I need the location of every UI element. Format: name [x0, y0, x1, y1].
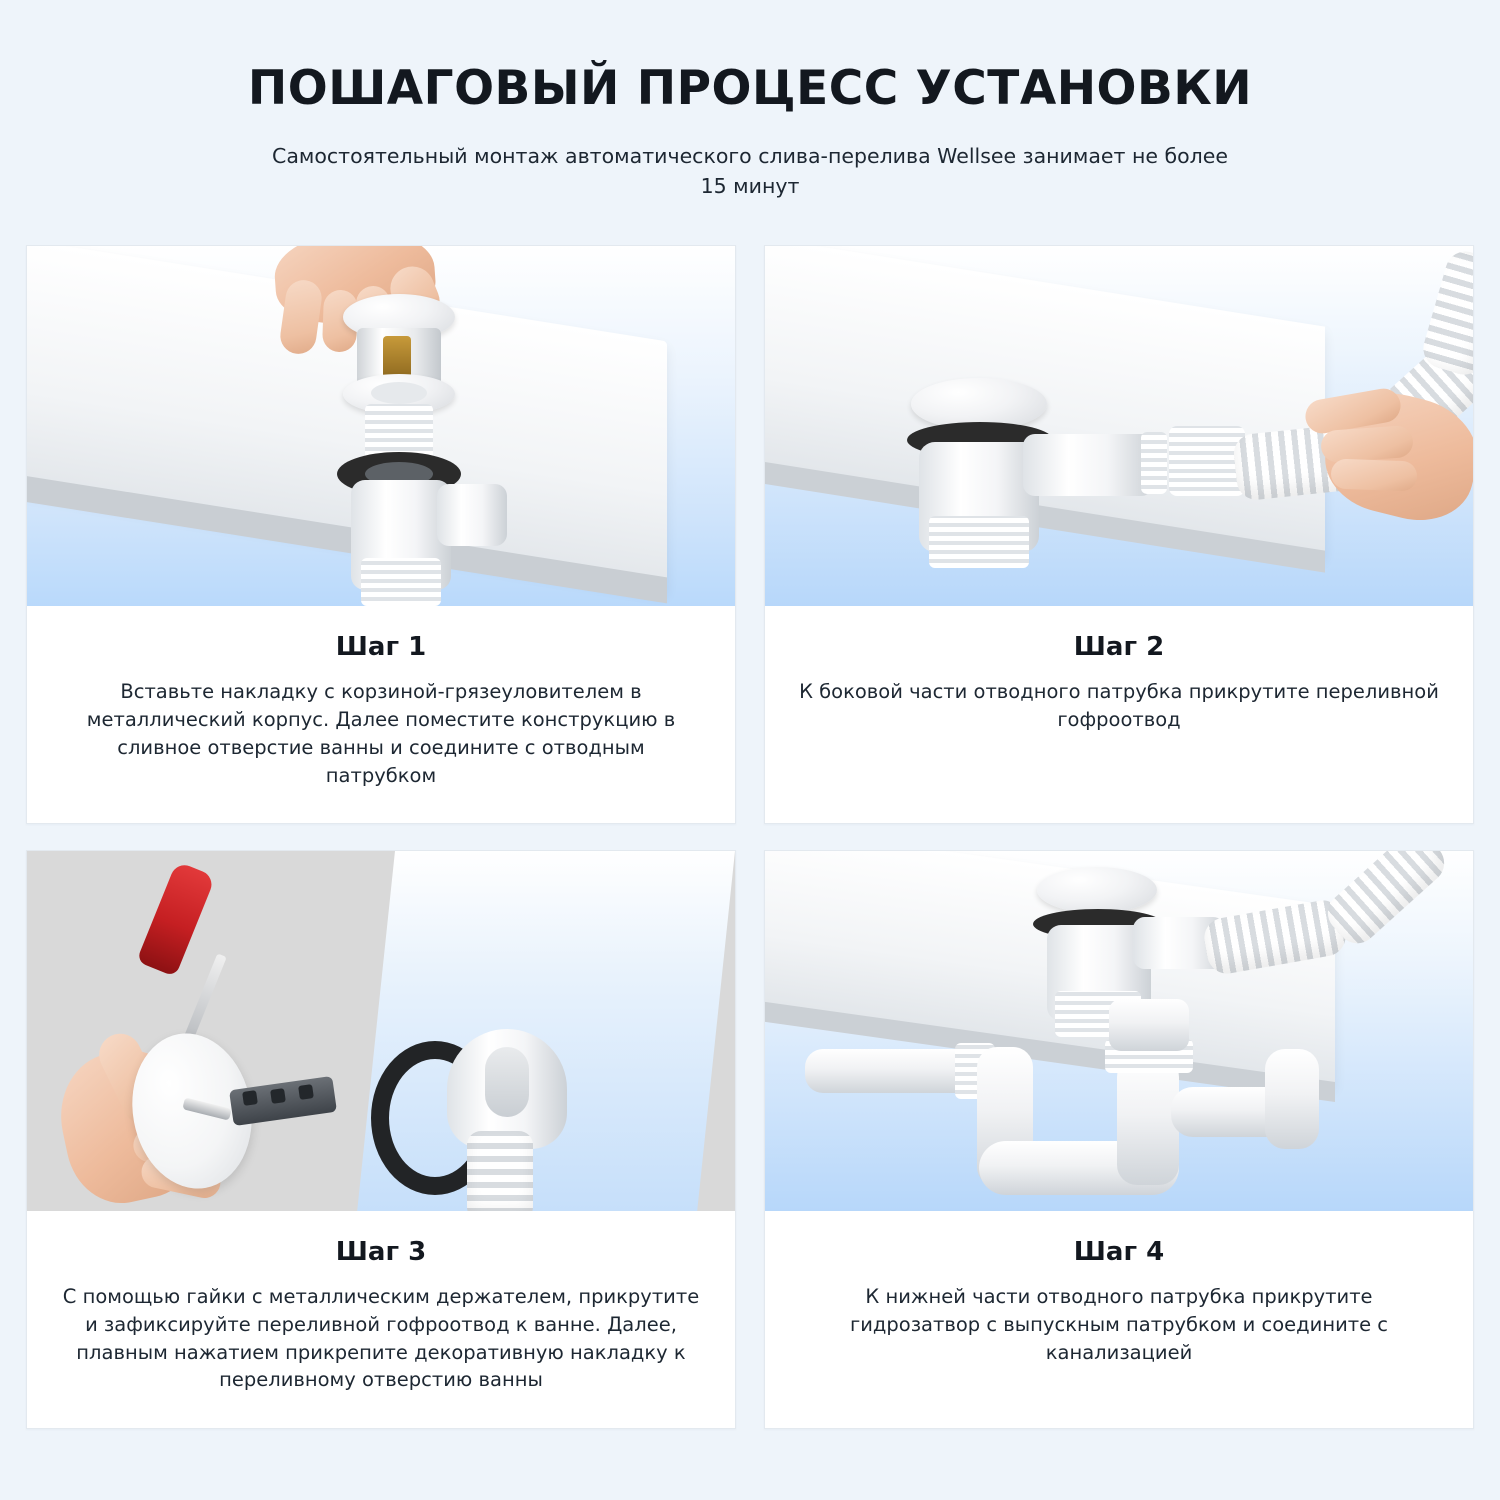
step-card-2	[764, 245, 1474, 824]
step-description: К боковой части отводного патрубка прикрутите переливной гофроотвод	[799, 680, 1439, 732]
drain-cap	[1037, 867, 1157, 913]
step-description: К нижней части отводного патрубка прикрутите гидрозатвор с выпускным патрубком и соедините с канализацией	[849, 1285, 1389, 1364]
step-1-illustration	[27, 246, 735, 606]
side-port-thread	[1141, 432, 1167, 494]
step-4-illustration	[765, 851, 1473, 1211]
step-4-text	[765, 1211, 1473, 1400]
page-title: ПОШАГОВЫЙ ПРОЦЕСС УСТАНОВКИ	[247, 61, 1253, 116]
union-nut	[1169, 426, 1245, 496]
outlet-thread	[361, 558, 441, 606]
outlet-thread	[929, 516, 1029, 568]
steps-grid	[26, 245, 1474, 1429]
corrugated-hose	[467, 1131, 533, 1211]
brass-pin	[383, 336, 411, 378]
step-label: Шаг 3	[335, 1237, 427, 1268]
side-outlet-port	[437, 484, 507, 546]
side-outlet-port	[1023, 434, 1153, 496]
step-label: Шаг 1	[335, 632, 427, 663]
page-header	[0, 0, 1500, 201]
trap-riser-pipe	[1117, 1057, 1179, 1185]
step-label: Шаг 4	[1073, 1237, 1165, 1268]
overflow-inlet	[485, 1047, 529, 1117]
step-2-illustration	[765, 246, 1473, 606]
step-3-text	[27, 1211, 735, 1428]
step-card-4	[764, 850, 1474, 1429]
step-description: Вставьте накладку с корзиной-грязеуловителем в металлический корпус. Далее поместите конструкцию в сливное отверстие ванны и соедините с отводным патрубком	[86, 680, 676, 787]
step-3-illustration	[27, 851, 735, 1211]
step-card-3	[26, 850, 736, 1429]
holder-slot	[242, 1090, 258, 1106]
holder-slot	[270, 1088, 286, 1104]
finger	[1331, 459, 1418, 492]
step-label: Шаг 2	[1073, 632, 1165, 663]
outlet-riser	[1265, 1049, 1319, 1149]
step-card-1	[26, 245, 736, 824]
step-description: С помощью гайки с металлическим держателем, прикрутите и зафиксируйте переливной гофроотвод к ванне. Далее, плавным нажатием прикрепите декоративную накладку к переливному отверстию ванны	[62, 1285, 700, 1392]
water-seal-cup	[1109, 999, 1189, 1051]
step-1-text	[27, 606, 735, 823]
page-subtitle: Самостоятельный монтаж автоматического слива-перелива Wellsee занимает не более 15 минут	[272, 144, 1228, 198]
holder-slot	[298, 1084, 314, 1100]
step-2-text	[765, 606, 1473, 767]
